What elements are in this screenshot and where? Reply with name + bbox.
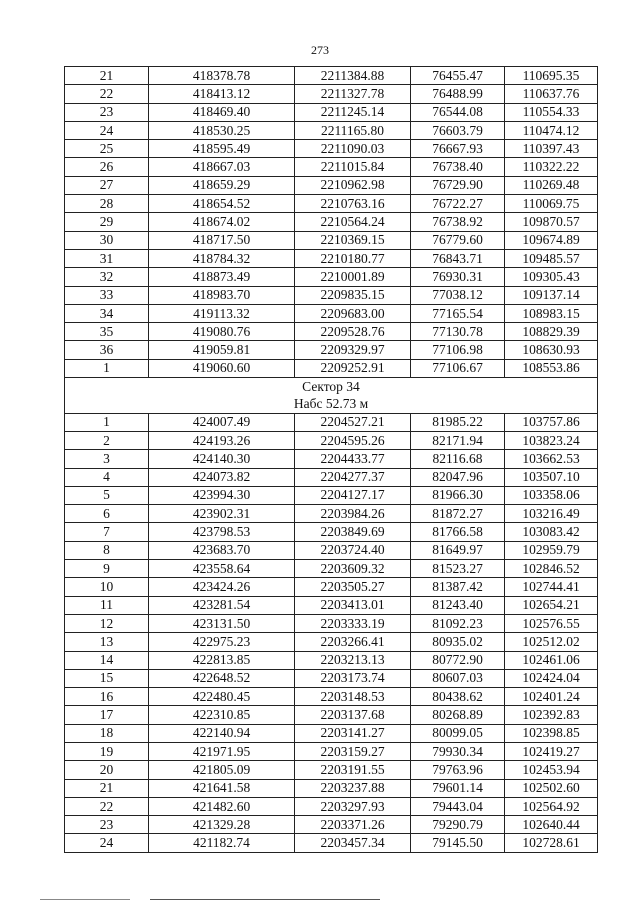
table-row [65,304,598,322]
x-coordinate-cell: 423994.30 [149,486,295,504]
table-row [65,176,598,194]
x-coordinate-cell: 423424.26 [149,578,295,596]
point-number-cell: 21 [65,67,149,85]
local-y-cell: 108553.86 [505,359,598,377]
point-number-cell: 28 [65,195,149,213]
local-x-cell: 82116.68 [411,450,505,468]
local-y-cell: 110474.12 [505,121,598,139]
local-x-cell: 81243.40 [411,596,505,614]
point-number-cell: 11 [65,596,149,614]
table-row [65,614,598,632]
x-coordinate-cell: 418667.03 [149,158,295,176]
local-y-cell: 103083.42 [505,523,598,541]
local-y-cell: 109137.14 [505,286,598,304]
y-coordinate-cell: 2211384.88 [295,67,411,85]
point-number-cell: 3 [65,450,149,468]
local-y-cell: 103216.49 [505,505,598,523]
local-x-cell: 80935.02 [411,633,505,651]
local-y-cell: 108983.15 [505,304,598,322]
local-y-cell: 102453.94 [505,761,598,779]
table-row [65,505,598,523]
local-x-cell: 79930.34 [411,742,505,760]
local-y-cell: 110322.22 [505,158,598,176]
y-coordinate-cell: 2204433.77 [295,450,411,468]
x-coordinate-cell: 418674.02 [149,213,295,231]
table-row [65,103,598,121]
y-coordinate-cell: 2204595.26 [295,431,411,449]
x-coordinate-cell: 421182.74 [149,834,295,852]
y-coordinate-cell: 2203173.74 [295,669,411,687]
point-number-cell: 10 [65,578,149,596]
table-row [65,413,598,431]
local-x-cell: 76843.71 [411,249,505,267]
local-x-cell: 81872.27 [411,505,505,523]
point-number-cell: 13 [65,633,149,651]
x-coordinate-cell: 418983.70 [149,286,295,304]
local-y-cell: 102424.04 [505,669,598,687]
point-number-cell: 21 [65,779,149,797]
local-y-cell: 102392.83 [505,706,598,724]
local-x-cell: 77106.98 [411,341,505,359]
y-coordinate-cell: 2209329.97 [295,341,411,359]
y-coordinate-cell: 2203137.68 [295,706,411,724]
local-y-cell: 102654.21 [505,596,598,614]
table-row [65,651,598,669]
x-coordinate-cell: 422480.45 [149,688,295,706]
y-coordinate-cell: 2209835.15 [295,286,411,304]
y-coordinate-cell: 2203724.40 [295,541,411,559]
local-y-cell: 103823.24 [505,431,598,449]
point-number-cell: 14 [65,651,149,669]
local-x-cell: 76738.92 [411,213,505,231]
point-number-cell: 30 [65,231,149,249]
local-x-cell: 80607.03 [411,669,505,687]
point-number-cell: 24 [65,834,149,852]
local-y-cell: 102576.55 [505,614,598,632]
point-number-cell: 34 [65,304,149,322]
point-number-cell: 18 [65,724,149,742]
table-row [65,195,598,213]
point-number-cell: 20 [65,761,149,779]
local-y-cell: 103358.06 [505,486,598,504]
table-row [65,596,598,614]
table-row [65,286,598,304]
x-coordinate-cell: 418654.52 [149,195,295,213]
table-row [65,231,598,249]
point-number-cell: 17 [65,706,149,724]
x-coordinate-cell: 422975.23 [149,633,295,651]
point-number-cell: 8 [65,541,149,559]
local-x-cell: 79290.79 [411,816,505,834]
table-row [65,158,598,176]
y-coordinate-cell: 2211165.80 [295,121,411,139]
local-y-cell: 102502.60 [505,779,598,797]
table-row [65,431,598,449]
local-x-cell: 76722.27 [411,195,505,213]
local-x-cell: 80772.90 [411,651,505,669]
y-coordinate-cell: 2210001.89 [295,268,411,286]
table-row [65,121,598,139]
local-y-cell: 110637.76 [505,85,598,103]
y-coordinate-cell: 2210763.16 [295,195,411,213]
page-number: 273 [311,43,329,57]
y-coordinate-cell: 2209683.00 [295,304,411,322]
local-y-cell: 110269.48 [505,176,598,194]
table-row [65,486,598,504]
x-coordinate-cell: 421641.58 [149,779,295,797]
y-coordinate-cell: 2203297.93 [295,797,411,815]
local-y-cell: 108630.93 [505,341,598,359]
local-x-cell: 76930.31 [411,268,505,286]
local-y-cell: 102640.44 [505,816,598,834]
table-row [65,268,598,286]
x-coordinate-cell: 418378.78 [149,67,295,85]
local-x-cell: 77130.78 [411,323,505,341]
table-row [65,140,598,158]
local-x-cell: 76603.79 [411,121,505,139]
local-x-cell: 76667.93 [411,140,505,158]
x-coordinate-cell: 424007.49 [149,413,295,431]
y-coordinate-cell: 2203505.27 [295,578,411,596]
local-y-cell: 102959.79 [505,541,598,559]
y-coordinate-cell: 2209252.91 [295,359,411,377]
y-coordinate-cell: 2209528.76 [295,323,411,341]
table-row [65,85,598,103]
table-row [65,323,598,341]
table-row [65,816,598,834]
point-number-cell: 23 [65,816,149,834]
local-x-cell: 80268.89 [411,706,505,724]
table-row [65,779,598,797]
local-x-cell: 80438.62 [411,688,505,706]
y-coordinate-cell: 2203333.19 [295,614,411,632]
table-row [65,341,598,359]
local-x-cell: 77038.12 [411,286,505,304]
x-coordinate-cell: 418717.50 [149,231,295,249]
y-coordinate-cell: 2203609.32 [295,560,411,578]
x-coordinate-cell: 424193.26 [149,431,295,449]
local-y-cell: 102461.06 [505,651,598,669]
x-coordinate-cell: 421971.95 [149,742,295,760]
footer-rule [150,899,380,900]
x-coordinate-cell: 418530.25 [149,121,295,139]
local-x-cell: 76779.60 [411,231,505,249]
x-coordinate-cell: 423683.70 [149,541,295,559]
x-coordinate-cell: 418659.29 [149,176,295,194]
y-coordinate-cell: 2211090.03 [295,140,411,158]
point-number-cell: 12 [65,614,149,632]
table-row [65,541,598,559]
y-coordinate-cell: 2203371.26 [295,816,411,834]
point-number-cell: 19 [65,742,149,760]
local-x-cell: 79443.04 [411,797,505,815]
table-row [65,359,598,377]
table-row [65,834,598,852]
point-number-cell: 5 [65,486,149,504]
y-coordinate-cell: 2203849.69 [295,523,411,541]
x-coordinate-cell: 422648.52 [149,669,295,687]
x-coordinate-cell: 419059.81 [149,341,295,359]
table-body [65,67,598,853]
x-coordinate-cell: 418873.49 [149,268,295,286]
y-coordinate-cell: 2210369.15 [295,231,411,249]
x-coordinate-cell: 422813.85 [149,651,295,669]
point-number-cell: 24 [65,121,149,139]
local-y-cell: 110397.43 [505,140,598,158]
local-x-cell: 76455.47 [411,67,505,85]
local-x-cell: 79763.96 [411,761,505,779]
table-row [65,213,598,231]
local-y-cell: 102728.61 [505,834,598,852]
y-coordinate-cell: 2204127.17 [295,486,411,504]
y-coordinate-cell: 2211245.14 [295,103,411,121]
x-coordinate-cell: 418413.12 [149,85,295,103]
y-coordinate-cell: 2211327.78 [295,85,411,103]
local-x-cell: 79601.14 [411,779,505,797]
local-x-cell: 81649.97 [411,541,505,559]
x-coordinate-cell: 421329.28 [149,816,295,834]
sector-header-row [65,378,598,414]
y-coordinate-cell: 2203159.27 [295,742,411,760]
y-coordinate-cell: 2211015.84 [295,158,411,176]
local-x-cell: 81387.42 [411,578,505,596]
point-number-cell: 26 [65,158,149,176]
local-y-cell: 110695.35 [505,67,598,85]
x-coordinate-cell: 418469.40 [149,103,295,121]
local-y-cell: 102419.27 [505,742,598,760]
local-y-cell: 108829.39 [505,323,598,341]
table-row [65,688,598,706]
table-row [65,633,598,651]
point-number-cell: 22 [65,797,149,815]
local-y-cell: 110069.75 [505,195,598,213]
table-row [65,669,598,687]
point-number-cell: 4 [65,468,149,486]
x-coordinate-cell: 423902.31 [149,505,295,523]
y-coordinate-cell: 2203148.53 [295,688,411,706]
y-coordinate-cell: 2203237.88 [295,779,411,797]
local-x-cell: 79145.50 [411,834,505,852]
y-coordinate-cell: 2203457.34 [295,834,411,852]
table-row [65,742,598,760]
point-number-cell: 15 [65,669,149,687]
local-x-cell: 76738.40 [411,158,505,176]
point-number-cell: 25 [65,140,149,158]
table-row [65,523,598,541]
point-number-cell: 31 [65,249,149,267]
table-row [65,67,598,85]
y-coordinate-cell: 2210564.24 [295,213,411,231]
x-coordinate-cell: 421482.60 [149,797,295,815]
local-y-cell: 103757.86 [505,413,598,431]
y-coordinate-cell: 2203413.01 [295,596,411,614]
local-x-cell: 76544.08 [411,103,505,121]
table-row [65,706,598,724]
y-coordinate-cell: 2203266.41 [295,633,411,651]
local-x-cell: 77165.54 [411,304,505,322]
table-row [65,761,598,779]
local-x-cell: 76488.99 [411,85,505,103]
local-y-cell: 102744.41 [505,578,598,596]
footer-rule-left [40,899,130,900]
y-coordinate-cell: 2203141.27 [295,724,411,742]
local-y-cell: 102846.52 [505,560,598,578]
x-coordinate-cell: 421805.09 [149,761,295,779]
point-number-cell: 1 [65,413,149,431]
table-row [65,724,598,742]
local-y-cell: 109305.43 [505,268,598,286]
y-coordinate-cell: 2203984.26 [295,505,411,523]
local-y-cell: 109674.89 [505,231,598,249]
point-number-cell: 33 [65,286,149,304]
table-row [65,468,598,486]
point-number-cell: 32 [65,268,149,286]
sector-title: Сектор 34 [302,379,360,395]
point-number-cell: 29 [65,213,149,231]
local-y-cell: 102401.24 [505,688,598,706]
local-y-cell: 110554.33 [505,103,598,121]
point-number-cell: 36 [65,341,149,359]
y-coordinate-cell: 2210962.98 [295,176,411,194]
local-y-cell: 103662.53 [505,450,598,468]
y-coordinate-cell: 2203191.55 [295,761,411,779]
y-coordinate-cell: 2203213.13 [295,651,411,669]
table-row [65,578,598,596]
local-y-cell: 102564.92 [505,797,598,815]
y-coordinate-cell: 2204277.37 [295,468,411,486]
point-number-cell: 27 [65,176,149,194]
local-y-cell: 109485.57 [505,249,598,267]
x-coordinate-cell: 419060.60 [149,359,295,377]
y-coordinate-cell: 2210180.77 [295,249,411,267]
local-y-cell: 102398.85 [505,724,598,742]
x-coordinate-cell: 424073.82 [149,468,295,486]
point-number-cell: 1 [65,359,149,377]
x-coordinate-cell: 418595.49 [149,140,295,158]
point-number-cell: 22 [65,85,149,103]
local-x-cell: 82047.96 [411,468,505,486]
local-y-cell: 103507.10 [505,468,598,486]
x-coordinate-cell: 422140.94 [149,724,295,742]
local-y-cell: 109870.57 [505,213,598,231]
table-row [65,249,598,267]
local-x-cell: 82171.94 [411,431,505,449]
local-x-cell: 76729.90 [411,176,505,194]
x-coordinate-cell: 424140.30 [149,450,295,468]
sector-height: Набс 52.73 м [293,396,369,412]
x-coordinate-cell: 419080.76 [149,323,295,341]
x-coordinate-cell: 423798.53 [149,523,295,541]
point-number-cell: 2 [65,431,149,449]
point-number-cell: 7 [65,523,149,541]
local-x-cell: 81523.27 [411,560,505,578]
local-x-cell: 77106.67 [411,359,505,377]
local-x-cell: 80099.05 [411,724,505,742]
x-coordinate-cell: 423281.54 [149,596,295,614]
table-row [65,450,598,468]
y-coordinate-cell: 2204527.21 [295,413,411,431]
x-coordinate-cell: 419113.32 [149,304,295,322]
local-y-cell: 102512.02 [505,633,598,651]
local-x-cell: 81092.23 [411,614,505,632]
local-x-cell: 81985.22 [411,413,505,431]
x-coordinate-cell: 422310.85 [149,706,295,724]
point-number-cell: 6 [65,505,149,523]
table-row [65,797,598,815]
local-x-cell: 81966.30 [411,486,505,504]
x-coordinate-cell: 423558.64 [149,560,295,578]
x-coordinate-cell: 418784.32 [149,249,295,267]
point-number-cell: 23 [65,103,149,121]
coordinates-table [64,66,598,853]
point-number-cell: 35 [65,323,149,341]
table-row [65,560,598,578]
point-number-cell: 16 [65,688,149,706]
point-number-cell: 9 [65,560,149,578]
sector-header [65,378,598,414]
x-coordinate-cell: 423131.50 [149,614,295,632]
local-x-cell: 81766.58 [411,523,505,541]
